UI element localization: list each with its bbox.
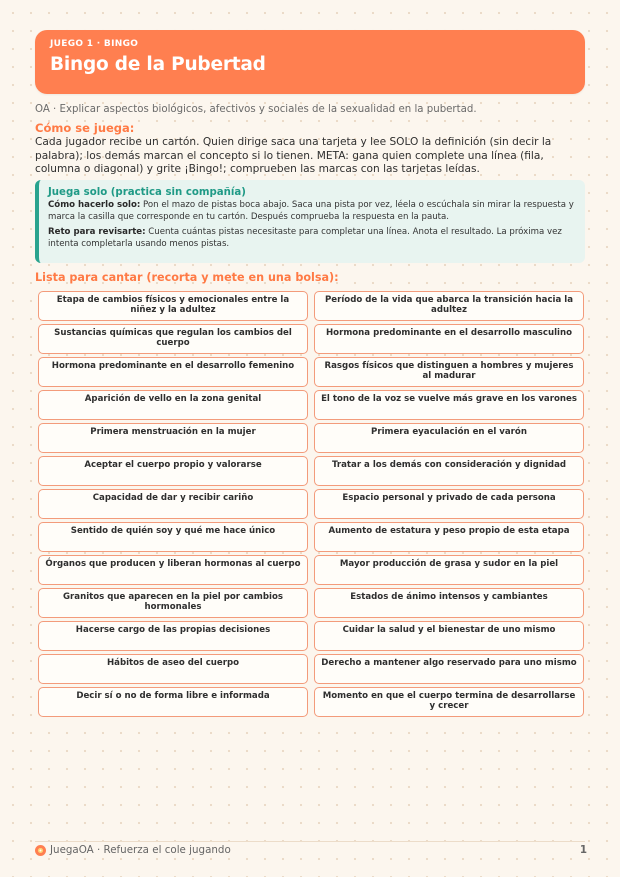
page-footer: [35, 843, 587, 857]
call-card: Derecho a mantener algo reservado para uno mismo: [314, 654, 584, 684]
call-card: Aparición de vello en la zona genital: [38, 390, 308, 420]
call-card: Etapa de cambios físicos y emocionales entre la niñez y la adultez: [38, 291, 308, 321]
solo-how-text: Pon el mazo de pistas boca abajo. Saca una pista por vez, léela o escúchala sin mirar la respuesta y marca la casilla que corresponde en tu cartón. Después comprueba la respuesta en la pauta.: [48, 200, 574, 222]
call-card: Granitos que aparecen en la piel por cambios hormonales: [38, 588, 308, 618]
how-to-play-text: Cada jugador recibe un cartón. Quien dirige saca una tarjeta y lee SOLO la definición (sin decir la palabra); los demás marcan el concepto si lo tienen. META: gana quien complete una línea (fila, columna o diagonal) y grite ¡Bingo!; comprueben las marcas con las tarjetas leídas.: [35, 136, 552, 176]
call-card: Hábitos de aseo del cuerpo: [38, 654, 308, 684]
solo-challenge-paragraph: [48, 227, 575, 250]
call-card: Decir sí o no de forma libre e informada: [38, 687, 308, 717]
call-card: Período de la vida que abarca la transición hacia la adultez: [314, 291, 584, 321]
call-card: Estados de ánimo intensos y cambiantes: [314, 588, 584, 618]
call-card: Rasgos físicos que distinguen a hombres y mujeres al madurar: [314, 357, 584, 387]
learning-objective: OA · Explicar aspectos biológicos, afectivos y sociales de la sexualidad en la pubertad.: [35, 104, 477, 115]
solo-how-label: Cómo hacerlo solo:: [48, 200, 141, 210]
call-card: Primera menstruación en la mujer: [38, 423, 308, 453]
footer-divider: [35, 841, 585, 842]
solo-how-paragraph: [48, 200, 575, 223]
call-card: Capacidad de dar y recibir cariño: [38, 489, 308, 519]
call-card: Sentido de quién soy y qué me hace único: [38, 522, 308, 552]
call-card: Mayor producción de grasa y sudor en la piel: [314, 555, 584, 585]
call-card: Momento en que el cuerpo termina de desarrollarse y crecer: [314, 687, 584, 717]
call-card: Primera eyaculación en el varón: [314, 423, 584, 453]
call-card: Hacerse cargo de las propias decisiones: [38, 621, 308, 651]
call-card: Órganos que producen y liberan hormonas al cuerpo: [38, 555, 308, 585]
call-card: Sustancias químicas que regulan los cambios del cuerpo: [38, 324, 308, 354]
page-title: Bingo de la Pubertad: [50, 54, 266, 75]
solo-challenge-label: Reto para revisarte:: [48, 227, 146, 238]
call-card: Tratar a los demás con consideración y dignidad: [314, 456, 584, 486]
game-kicker: JUEGO 1 · BINGO: [50, 39, 139, 49]
page-header: [35, 30, 585, 94]
brand-logo-icon: [35, 845, 46, 856]
solo-challenge-text: Cuenta cuántas pistas necesitaste para completar una línea. Anota el resultado. La próxima vez intenta completarla usando menos pistas.: [48, 227, 562, 249]
call-list-grid: [38, 291, 584, 717]
call-card: Aumento de estatura y peso propio de esta etapa: [314, 522, 584, 552]
solo-play-heading: Juega solo (practica sin compañía): [48, 187, 246, 198]
call-card: Cuidar la salud y el bienestar de uno mismo: [314, 621, 584, 651]
solo-play-box: [35, 180, 585, 263]
call-card: Hormona predominante en el desarrollo masculino: [314, 324, 584, 354]
call-list-heading: Lista para cantar (recorta y mete en una bolsa):: [35, 271, 339, 284]
call-card: Hormona predominante en el desarrollo femenino: [38, 357, 308, 387]
call-card: Aceptar el cuerpo propio y valorarse: [38, 456, 308, 486]
call-card: El tono de la voz se vuelve más grave en los varones: [314, 390, 584, 420]
page-number: 1: [579, 844, 587, 856]
footer-brand: JuegaOA · Refuerza el cole jugando: [50, 844, 231, 856]
how-to-play-heading: Cómo se juega:: [35, 121, 135, 135]
call-card: Espacio personal y privado de cada persona: [314, 489, 584, 519]
